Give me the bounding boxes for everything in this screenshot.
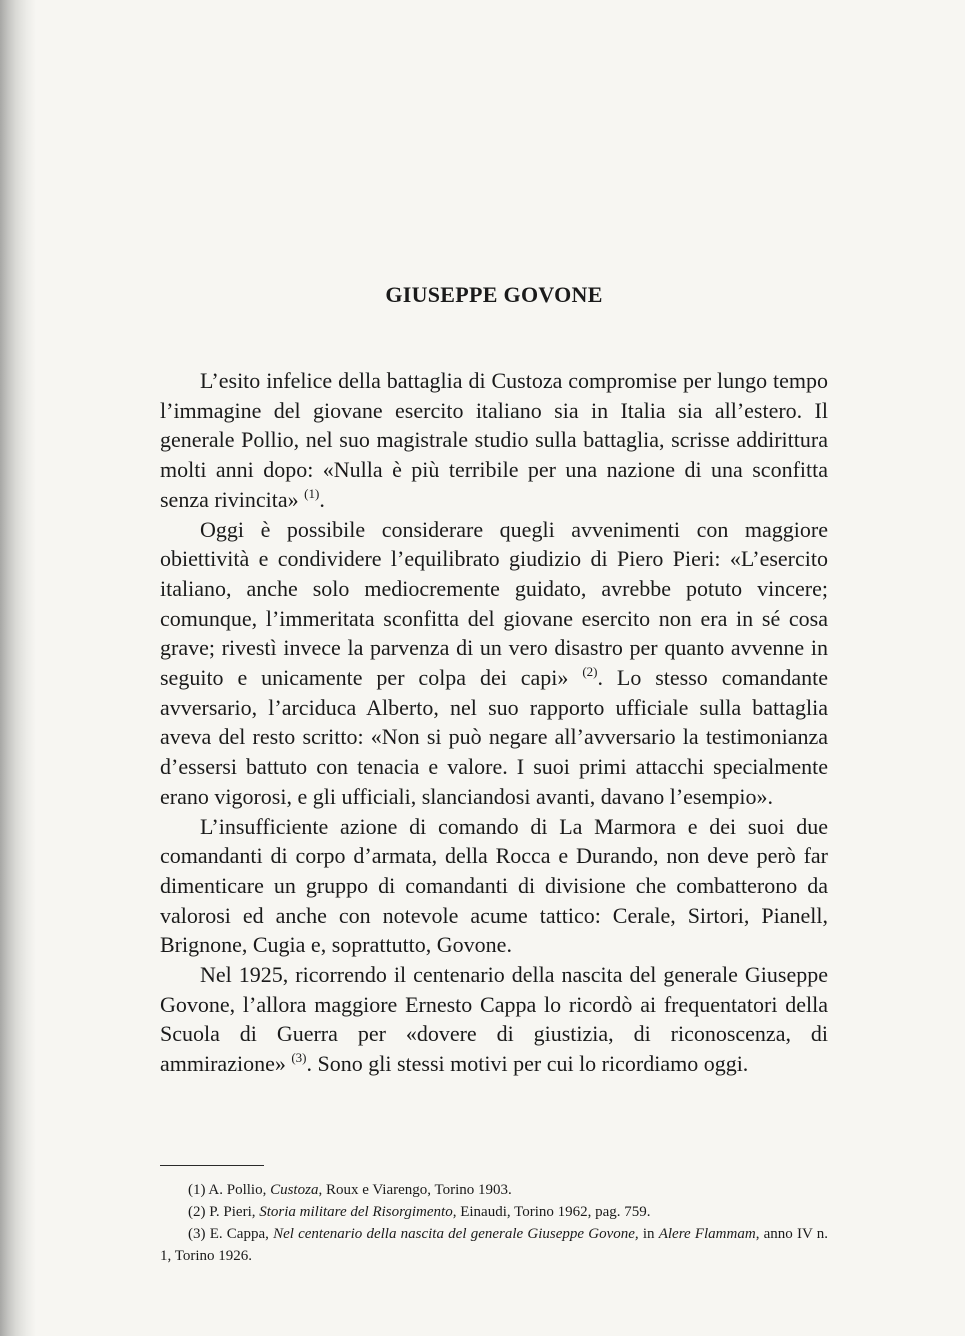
paragraph-text: L’insufficiente azione di comando di La Marmora e dei suoi due comandanti di corpo d’armata, della Rocca e Durando, non deve però far dimenticare un gruppo di comandanti di divisione che combatterono da valorosi ed anche con notevole acume tattico: Cerale, Sirtori, Pianell, Brignone, Cugia e, soprattutto, Govone. [160, 813, 828, 958]
footnote-text: (1) A. Pollio, [188, 1182, 271, 1198]
paragraph-text: . Sono gli stessi motivi per cui lo ricordiamo oggi. [306, 1051, 749, 1077]
footnote-separator [160, 1165, 264, 1166]
paragraph [160, 515, 828, 812]
book-spine-shadow [0, 0, 36, 1336]
paragraph [160, 366, 828, 515]
paragraph-text: . Lo stesso comandante avversario, l’arciduca Alberto, nel suo rapporto ufficiale sulla battaglia aveva del resto scritto: «Non si può negare all’avversario la testimonianza d’essersi battuto con tenacia e valore. I suoi primi attacchi specialmente erano vigorosi, e gli ufficiali, slanciandosi avanti, davano l’esempio». [160, 665, 828, 809]
footnote-reference[interactable]: (1) [304, 485, 320, 501]
paragraph-text: L’esito infelice della battaglia di Custoza compromise per lungo tempo l’immagine del giovane esercito italiano sia in Italia sia all’estero. Il generale Pollio, nel suo magistrale studio sulla battaglia, scrisse addirittura molti anni dopo: «Nulla è più terribile per una nazione di una sconfitta senza rivincita» [160, 368, 828, 512]
footnote-citation-title: Custoza [270, 1182, 319, 1198]
footnote-reference[interactable]: (3) [291, 1050, 307, 1066]
footnote-text: , Roux e Viarengo, Torino 1903. [318, 1182, 512, 1198]
footnote-text: (3) E. Cappa, [188, 1226, 274, 1242]
footnote-text: (2) P. Pieri, [188, 1204, 260, 1220]
footnote [160, 1201, 828, 1223]
page-title: GIUSEPPE GOVONE [385, 282, 603, 307]
paragraph-text: Oggi è possibile considerare quegli avvenimenti con maggiore obiettività e condividere l’equilibrato giudizio di Piero Pieri: «L’esercito italiano, anche solo mediocremente guidato, avrebbe potuto vincere; comunque, l’immeritata sconfitta del giovane esercito non era in sé cosa grave; rivestì invece la parvenza di un vero disastro per quanto avvenne in seguito e unicamente per colpa dei capi» [160, 516, 828, 691]
paragraph [160, 812, 828, 961]
footnote-citation-title: Storia militare del Risorgimento [259, 1204, 453, 1220]
footnote-text: in [638, 1226, 659, 1242]
footnote-citation-title: Nel centenario della nascita del generale Giuseppe Govone, [273, 1226, 639, 1242]
footnote [160, 1179, 828, 1201]
footnote-citation-title: Alere Flammam [658, 1226, 756, 1242]
paragraph-text: . [319, 486, 325, 512]
footnote-text: , Einaudi, Torino 1962, pag. 759. [452, 1204, 651, 1220]
paragraph [160, 960, 828, 1079]
footnote [160, 1223, 828, 1267]
footnote-reference[interactable]: (2) [582, 664, 598, 680]
document-page [160, 0, 828, 1336]
paragraph-text: Nel 1925, ricorrendo il centenario della nascita del generale Giuseppe Govone, l’allora maggiore Ernesto Cappa lo ricordò ai frequentatori della Scuola di Guerra per «dovere di giustizia, di riconoscenza, di ammirazione» [160, 962, 828, 1077]
footnote-text: , anno IV n. 1, Torino 1926. [160, 1226, 829, 1264]
body-text [160, 366, 828, 1079]
footnotes [160, 1179, 828, 1267]
